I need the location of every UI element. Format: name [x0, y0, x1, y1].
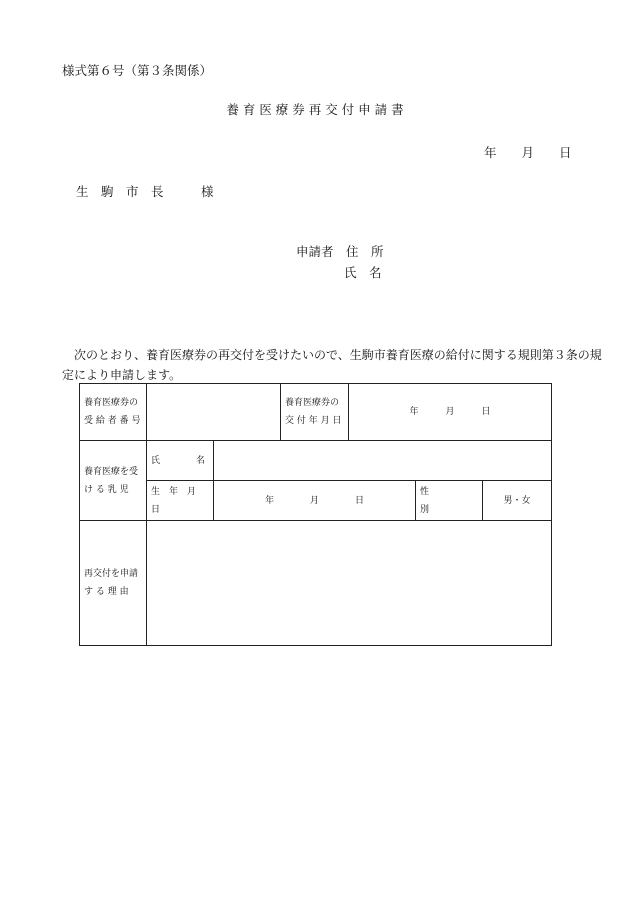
infant-label — [80, 441, 147, 521]
label-line: 養育医療券の — [285, 398, 340, 408]
sex-label: 性 別 — [416, 481, 483, 521]
sex-field[interactable]: 男・女 — [483, 481, 552, 521]
body-paragraph — [62, 345, 602, 385]
birth-date-field[interactable]: 年 月 日 — [214, 481, 416, 521]
label-line: 受 給 者 番 号 — [84, 416, 141, 426]
label-line: 再交付を申請 — [84, 569, 139, 579]
applicant-address-label: 申請者 住 所 — [296, 244, 384, 259]
application-table — [79, 383, 552, 646]
reason-label — [80, 521, 147, 646]
birth-date-label: 生 年 月 日 — [147, 481, 214, 521]
recipient-number-label — [80, 384, 147, 441]
body-line: 定により申請します。 — [62, 368, 182, 382]
label-line: け る 乳 児 — [84, 484, 129, 495]
recipient-number-field[interactable] — [147, 384, 281, 441]
label-line: 養育医療を受 — [84, 466, 139, 477]
infant-name-field[interactable] — [214, 441, 552, 481]
body-line: 次のとおり、養育医療券の再交付を受けたいので、生駒市養育医療の給付に関する規則第３条の規 — [62, 348, 602, 362]
issue-date-field[interactable]: 年 月 日 — [349, 384, 552, 441]
infant-name-label: 氏 名 — [147, 441, 214, 481]
form-number-label: 様式第６号（第３条関係） — [62, 63, 213, 78]
issue-date-label — [281, 384, 349, 441]
document-title: 養 育 医 療 券 再 交 付 申 請 書 — [226, 102, 404, 117]
date-line: 年 月 日 — [484, 145, 572, 160]
label-line: 交 付 年 月 日 — [285, 416, 342, 426]
label-line: す る 理 由 — [84, 587, 129, 597]
addressee: 生 駒 市 長 様 — [76, 184, 214, 199]
applicant-name-label: 氏 名 — [344, 265, 382, 280]
label-line: 養育医療券の — [84, 398, 139, 408]
reason-field[interactable] — [147, 521, 552, 646]
